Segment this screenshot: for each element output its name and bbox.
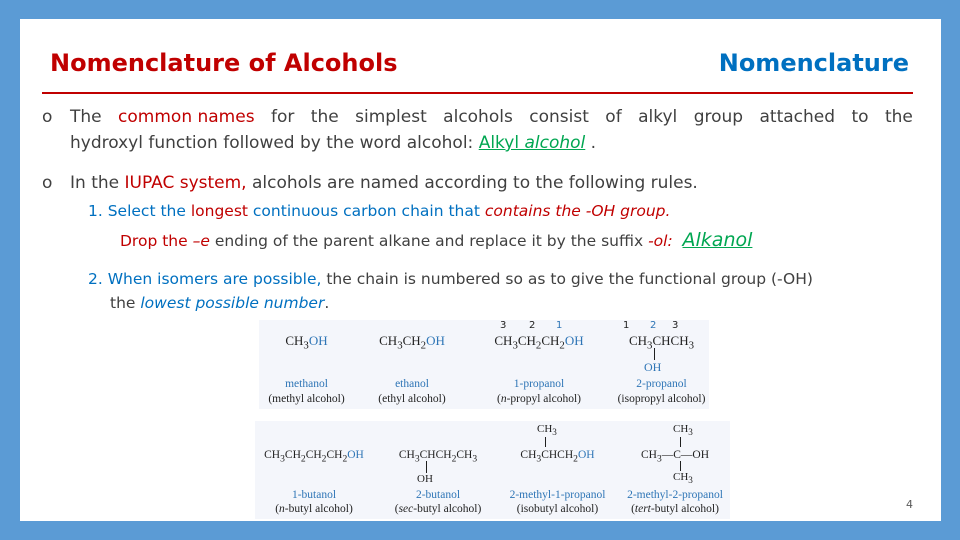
bullet-mark: o <box>42 173 53 193</box>
name-2-propanol: 2-propanol <box>636 378 687 390</box>
name-2-butanol: 2-butanol <box>415 489 461 501</box>
word: of <box>605 107 622 127</box>
formula-2-methyl-2-propanol: $CH_3—C—OH$ <box>640 449 710 465</box>
text: In the <box>70 173 125 193</box>
carbon-number: 3 <box>500 320 507 331</box>
common-name-1-butanol: (n-butyl alcohol) <box>275 503 353 515</box>
methyl-branch: $CH_3$ <box>673 471 693 486</box>
bullet-line <box>70 104 913 130</box>
word: alcohols <box>443 107 513 127</box>
bond-line <box>654 348 655 360</box>
name-2-methyl-2-propanol: 2-methyl-2-propanol <box>627 489 723 501</box>
word: consist <box>529 107 589 127</box>
name-methanol: methanol <box>285 378 328 390</box>
text: 1. Select the <box>88 202 191 220</box>
term-common-names: common names <box>118 107 255 127</box>
text: the chain is numbered so as to give the functional group (-OH) <box>321 270 813 288</box>
term-alkanol: Alkanol <box>682 229 753 251</box>
slide-title: Nomenclature of Alcohols <box>50 49 398 77</box>
text: –e <box>192 232 210 250</box>
text: -ol: <box>648 232 673 250</box>
section-title: Nomenclature <box>718 49 909 77</box>
rule-2-line <box>88 267 888 291</box>
formula-2-propanol: $CH_3CHCH_3$ <box>628 333 695 352</box>
term-longest: longest <box>190 202 248 220</box>
term-alkyl-alcohol <box>479 133 586 153</box>
term-contains-oh: contains the -OH group. <box>484 202 671 220</box>
common-name-2-methyl-2-propanol: (tert-butyl alcohol) <box>631 503 719 515</box>
formula-2-butanol: $CH_3CHCH_2CH_3$ <box>398 449 478 465</box>
slide <box>20 19 941 521</box>
rule-2-line <box>88 291 888 315</box>
text: Alkyl <box>478 133 525 153</box>
carbon-number: 2 <box>529 320 536 331</box>
bullet-line <box>70 130 913 156</box>
bond-line <box>680 461 681 471</box>
methyl-branch: $CH_3$ <box>537 423 557 438</box>
alcohols-table-1 <box>259 320 709 409</box>
word: attached <box>759 107 836 127</box>
common-name-2-propanol: (isopropyl alcohol) <box>617 393 706 405</box>
common-name-methanol: (methyl alcohol) <box>268 393 345 405</box>
text: hydroxyl function followed by the word alcohol: <box>70 133 479 153</box>
term-iupac: IUPAC system, <box>124 173 247 193</box>
word: group <box>693 107 744 127</box>
common-name-2-butanol: (sec-butyl alcohol) <box>394 503 482 515</box>
formula-methanol: $CH_3OH$ <box>285 333 328 352</box>
text: ending of the parent alkane and replace it by the suffix <box>209 232 649 250</box>
carbon-number: 1 <box>623 320 630 331</box>
word: the <box>310 107 339 127</box>
text: . <box>324 294 330 312</box>
name-ethanol: ethanol <box>395 378 429 390</box>
common-name-ethanol: (ethyl alcohol) <box>378 393 446 405</box>
common-name-2-methyl-1-propanol: (isobutyl alcohol) <box>516 503 599 515</box>
rule-1-suffix <box>120 229 752 251</box>
bond-line <box>426 461 427 473</box>
bullet-mark: o <box>42 107 53 127</box>
carbon-number: 1 <box>556 320 563 331</box>
text: 2. When isomers are possible, <box>88 270 322 288</box>
formula-1-butanol: $CH_3CH_2CH_2CH_2OH$ <box>264 449 364 465</box>
bullet-iupac <box>42 170 913 196</box>
word: for <box>270 107 295 127</box>
word: The <box>70 107 102 127</box>
formula-1-propanol: $CH_3CH_2CH_2OH$ <box>494 333 584 352</box>
common-name-1-propanol: (n-propyl alcohol) <box>496 393 581 405</box>
formula-ethanol: $CH_3CH_2OH$ <box>379 333 445 352</box>
rule-2 <box>88 267 888 315</box>
text: alcohol <box>524 133 586 153</box>
text: . <box>585 133 597 153</box>
formula-2-methyl-1-propanol: $CH_3CHCH_2OH$ <box>520 449 595 465</box>
term-lowest-number: lowest possible number <box>140 294 325 312</box>
word: to <box>851 107 869 127</box>
text: the <box>110 294 141 312</box>
hydroxyl-group: OH <box>417 473 433 485</box>
page-number: 4 <box>906 498 913 511</box>
title-divider <box>42 92 913 94</box>
name-1-propanol: 1-propanol <box>513 378 565 390</box>
carbon-number: 2 <box>650 320 657 331</box>
carbon-number: 3 <box>672 320 679 331</box>
rule-1 <box>88 202 670 220</box>
alcohols-table-2 <box>255 421 730 519</box>
methyl-branch: $CH_3$ <box>673 423 693 438</box>
word: alkyl <box>638 107 678 127</box>
text: alcohols are named according to the following rules. <box>246 173 698 193</box>
name-2-methyl-1-propanol: 2-methyl-1-propanol <box>509 489 606 501</box>
word: the <box>884 107 913 127</box>
text: Drop the <box>120 232 193 250</box>
name-1-butanol: 1-butanol <box>291 489 337 501</box>
bullet-common-names <box>42 104 913 158</box>
text: continuous carbon chain that <box>247 202 485 220</box>
hydroxyl-group: OH <box>644 360 662 374</box>
word: simplest <box>355 107 427 127</box>
